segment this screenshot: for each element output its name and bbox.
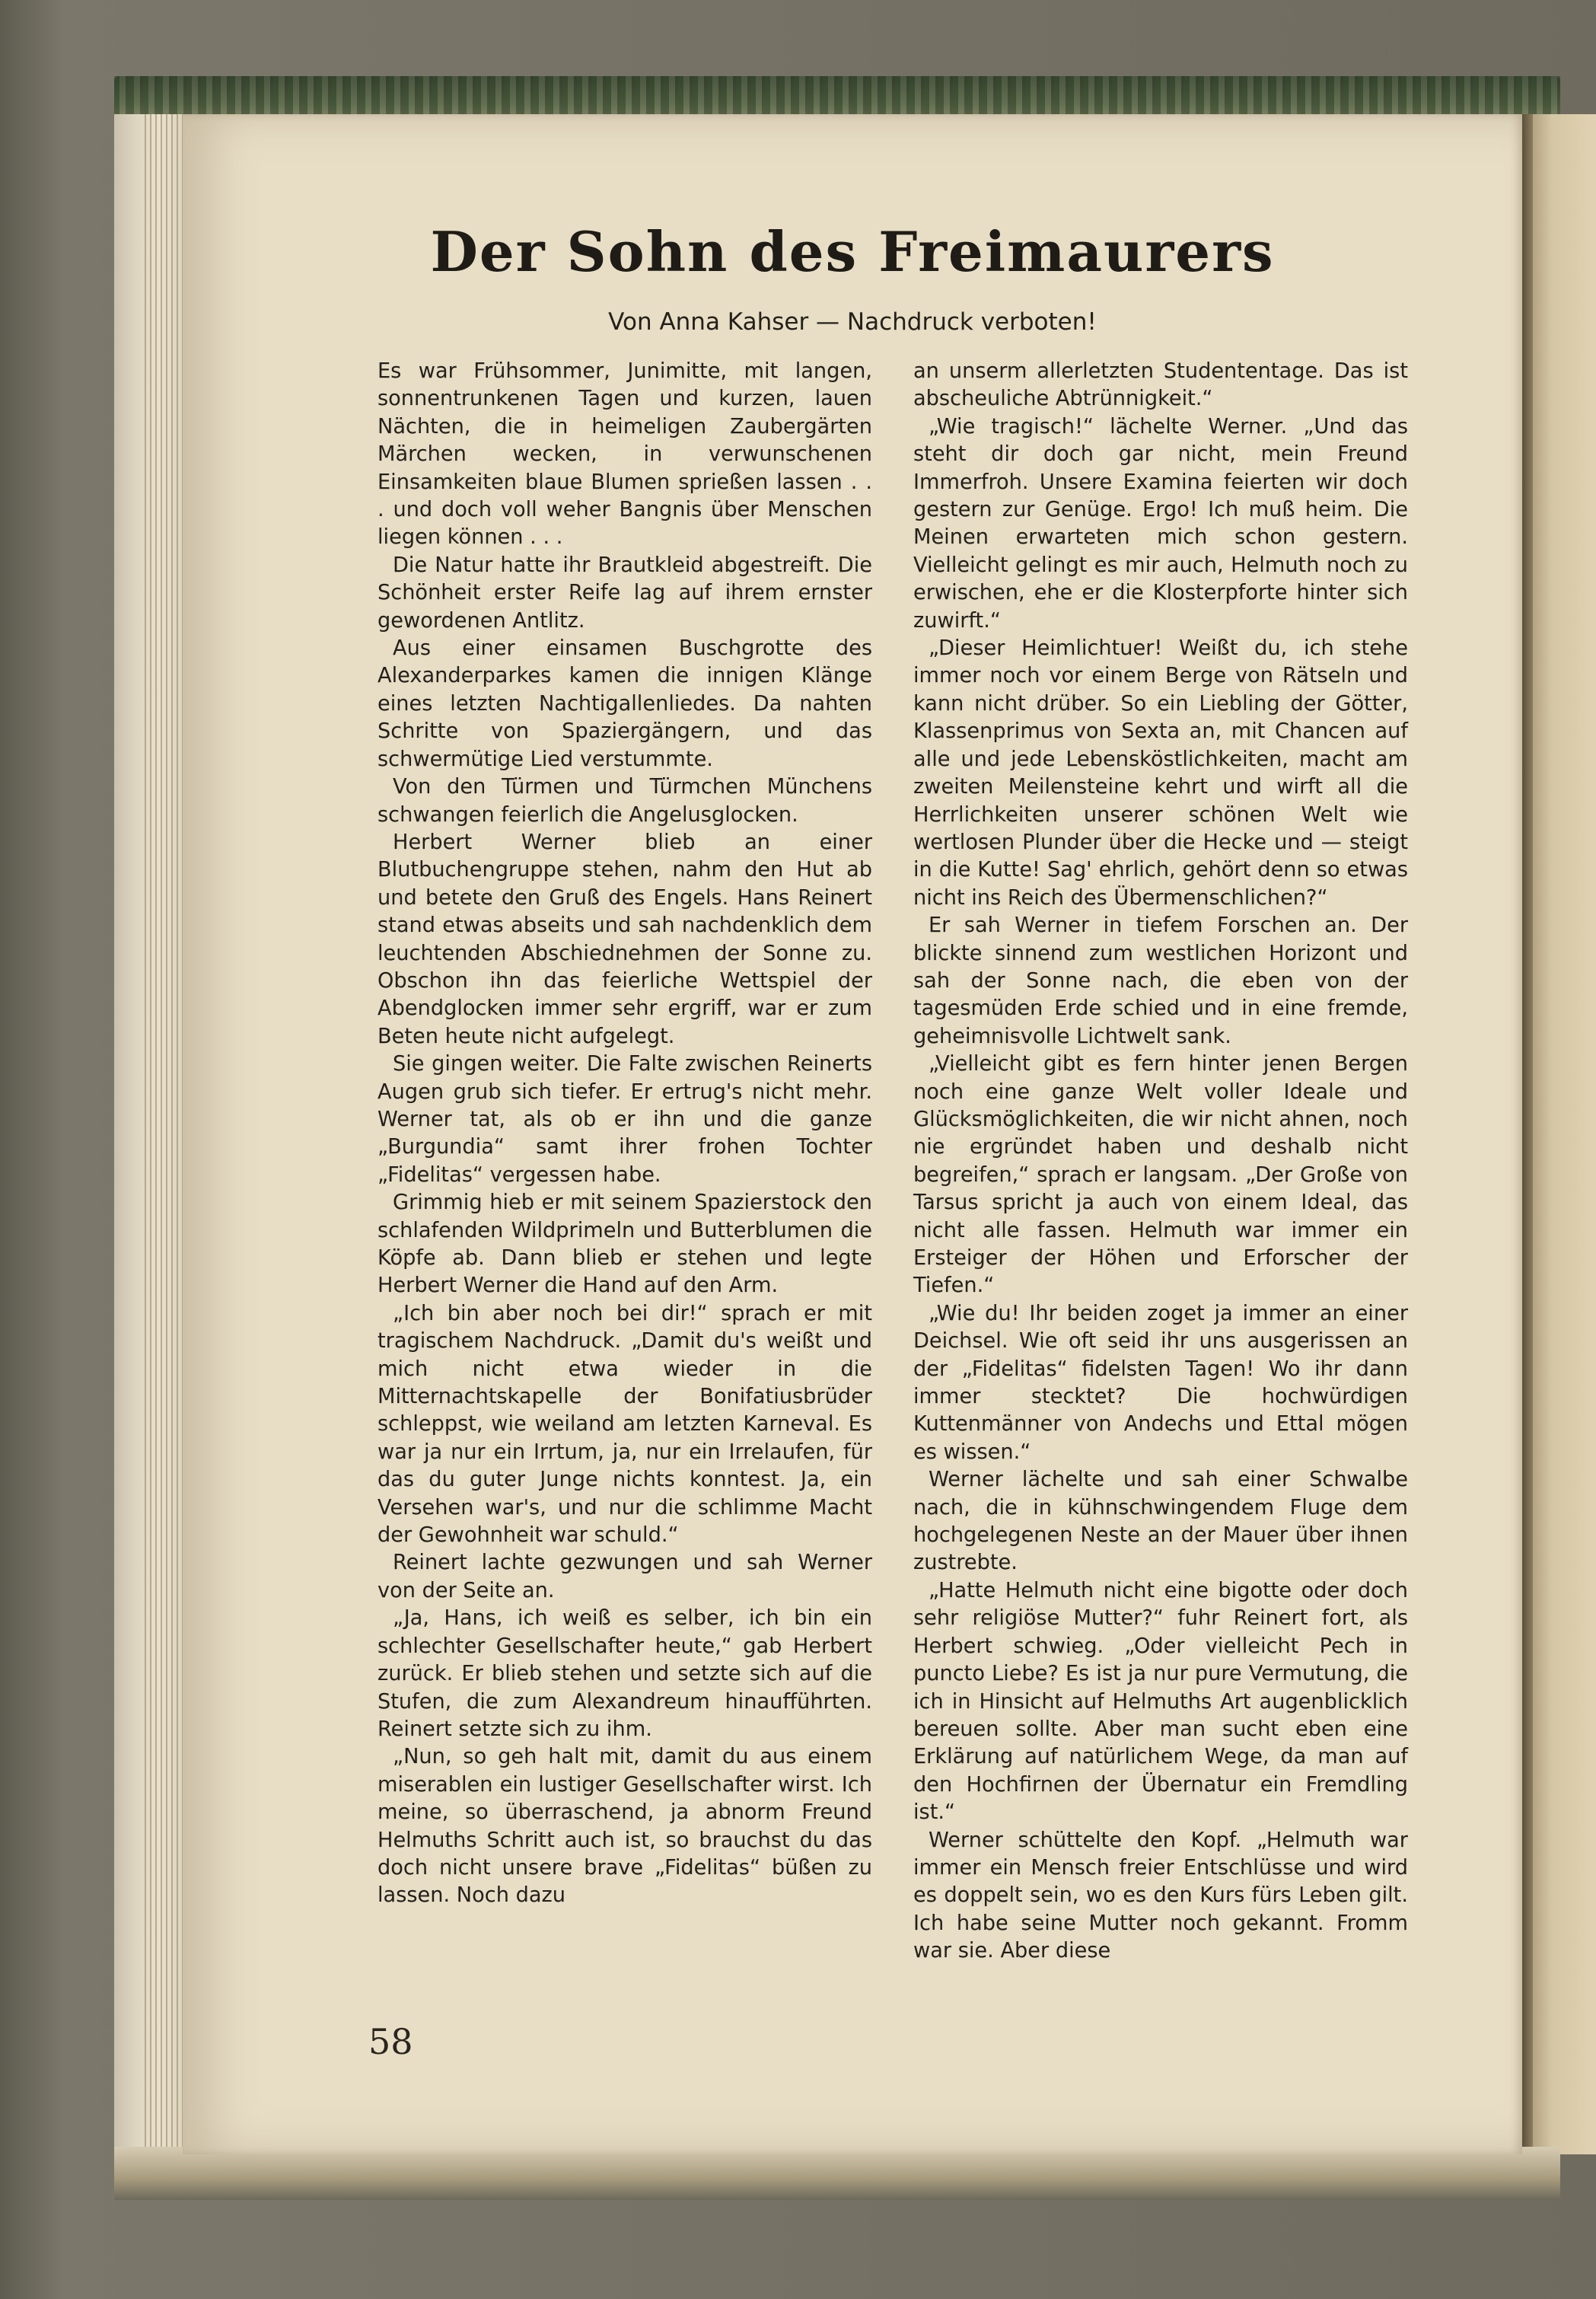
article-byline: Von Anna Kahser — Nachdruck verboten! [608, 308, 1097, 336]
paragraph: „Wie du! Ihr beiden zoget ja immer an einer Deichsel. Wie oft seid ihr uns ausgerissen an der „Fidelitas“ fidelsten Tagen! Wo ihr dann immer stecktet? Die hochwürdigen Kuttenmänner von Andechs und Ettal mögen es wissen.“ [913, 1301, 1408, 1464]
paragraph: Werner lächelte und sah einer Schwalbe nach, die in kühnschwingendem Fluge dem hochgelegenen Neste an der Mauer über ihnen zustrebte. [913, 1468, 1408, 1575]
paragraph: „Nun, so geh halt mit, damit du aus einem miserablen ein lustiger Gesellschafter wirst. Ich meine, so überraschend, ja abnorm Freund Helmuths Schritt auch ist, so brauchst du das doch nicht unsere brave „Fidelitas“ büßen zu lassen. Noch dazu [377, 1745, 872, 1908]
book-bottom-edge [114, 2147, 1560, 2200]
paragraph: „Wie tragisch!“ lächelte Werner. „Und das steht dir doch gar nicht, mein Freund Immerfroh. Unsere Examina feierten wir doch gestern zur Genüge. Ergo! Ich muß heim. Die Meinen erwarteten mich schon gestern. Vielleicht gelingt es mir auch, Helmuth noch zu erwischen, ehe er die Klosterpforte hinter sich zuwirft.“ [913, 414, 1408, 633]
paragraph: „Ich bin aber noch bei dir!“ sprach er mit tragischem Nachdruck. „Damit du's weißt und mich nicht etwa wieder in die Mitternachtskapelle der Bonifatiusbrüder schleppst, wie weiland am letzten Karneval. Es war ja nur ein Irrtum, ja, nur ein Irrelaufen, für das du guter Junge nichts konntest. Ja, ein Versehen war's, und nur die schlimme Macht der Gewohnheit war schuld.“ [377, 1301, 872, 1548]
paragraph: an unserm allerletzten Studententage. Das ist abscheuliche Abtrünnigkeit.“ [913, 359, 1408, 411]
paragraph: Herbert Werner blieb an einer Blutbuchengruppe stehen, nahm den Hut ab und betete den Gruß des Engels. Hans Reinert stand etwas abseits und sah nachdenklich dem leuchtenden Abschiednehmen der Sonne zu. Obschon ihn das feierliche Wettspiel der Abendglocken immer sehr ergriff, war er zum Beten heute nicht aufgelegt. [377, 830, 872, 1048]
page-number: 58 [368, 2021, 413, 2062]
paragraph: Es war Frühsommer, Junimitte, mit langen, sonnentrunkenen Tagen und kurzen, lauen Nächten, die in heimeligen Zaubergärten Märchen wecken, in verwunschenen Einsamkeiten blaue Blumen sprießen lassen . . . und doch voll weher Bangnis über Menschen liegen können . . . [377, 359, 872, 550]
paragraph: „Vielleicht gibt es fern hinter jenen Bergen noch eine ganze Welt voller Ideale und Glücksmöglichkeiten, die wir nicht ahnen, noch nie ergründet haben und deshalb nicht begreifen,“ sprach er langsam. „Der Große von Tarsus spricht ja auch von einem Ideal, das nicht alle fassen. Helmuth war immer ein Ersteiger der Höhen und Erforscher der Tiefen.“ [913, 1052, 1408, 1298]
left-text-column [377, 358, 872, 1910]
paragraph: Werner schüttelte den Kopf. „Helmuth war immer ein Mensch freier Entschlüsse und wird es doppelt sein, wo es den Kurs fürs Leben gilt. Ich habe seine Mutter noch gekannt. Fromm war sie. Aber diese [913, 1828, 1408, 1963]
paragraph: Er sah Werner in tiefem Forschen an. Der blickte sinnend zum westlichen Horizont und sah der Sonne nach, die eben von der tagesmüden Erde schied und in eine fremde, geheimnisvolle Lichtwelt sank. [913, 914, 1408, 1048]
right-text-column [913, 358, 1408, 1966]
paragraph: Sie gingen weiter. Die Falte zwischen Reinerts Augen grub sich tiefer. Er ertrug's nicht mehr. Werner tat, als ob er ihn und die ganze „Burgundia“ samt ihrer frohen Tochter „Fidelitas“ vergessen habe. [377, 1052, 872, 1187]
paragraph: „Hatte Helmuth nicht eine bigotte oder doch sehr religiöse Mutter?“ fuhr Reinert fort, als Herbert schwieg. „Oder vielleicht Pech in puncto Liebe? Es ist ja nur pure Vermutung, die ich in Hinsicht auf Helmuths Art augenblicklich bereuen sollte. Aber man sucht eben eine Erklärung auf natürlichem Wege, da man auf den Hochfirnen der Übernatur ein Fremdling ist.“ [913, 1578, 1408, 1825]
paragraph: Grimmig hieb er mit seinem Spazierstock den schlafenden Wildprimeln und Butterblumen die Köpfe ab. Dann blieb er stehen und legte Herbert Werner die Hand auf den Arm. [377, 1191, 872, 1298]
page-stack-edge [114, 114, 190, 2154]
paragraph: Von den Türmen und Türmchen Münchens schwangen feierlich die Angelusglocken. [377, 775, 872, 827]
paragraph: Aus einer einsamen Buschgrotte des Alexanderparkes kamen die innigen Klänge eines letzten Nachtigallenliedes. Da nahten Schritte von Spaziergängern, und das schwermütige Lied verstummte. [377, 636, 872, 771]
facing-page-edge [1522, 114, 1596, 2154]
article-title: Der Sohn des Freimaurers [430, 219, 1275, 284]
paragraph: Reinert lachte gezwungen und sah Werner von der Seite an. [377, 1551, 872, 1602]
paragraph: „Dieser Heimlichtuer! Weißt du, ich stehe immer noch vor einem Berge von Rätseln und kann nicht drüber. So ein Liebling der Götter, Klassenprimus von Sexta an, mit Chancen auf alle und jede Lebensköstlichkeiten, macht am zweiten Meilensteine kehrt und wirft all die Herrlichkeiten unserer schönen Welt wie wertlosen Plunder über die Hecke und — steigt in die Kutte! Sag' ehrlich, gehört denn so etwas nicht ins Reich des Übermenschlichen?“ [913, 636, 1408, 910]
paragraph: Die Natur hatte ihr Brautkleid abgestreift. Die Schönheit erster Reife lag auf ihrem ernster gewordenen Antlitz. [377, 553, 872, 633]
paragraph: „Ja, Hans, ich weiß es selber, ich bin ein schlechter Gesellschafter heute,“ gab Herbert zurück. Er blieb stehen und setzte sich auf die Stufen, die zum Alexandreum hinaufführten. Reinert setzte sich zu ihm. [377, 1606, 872, 1741]
